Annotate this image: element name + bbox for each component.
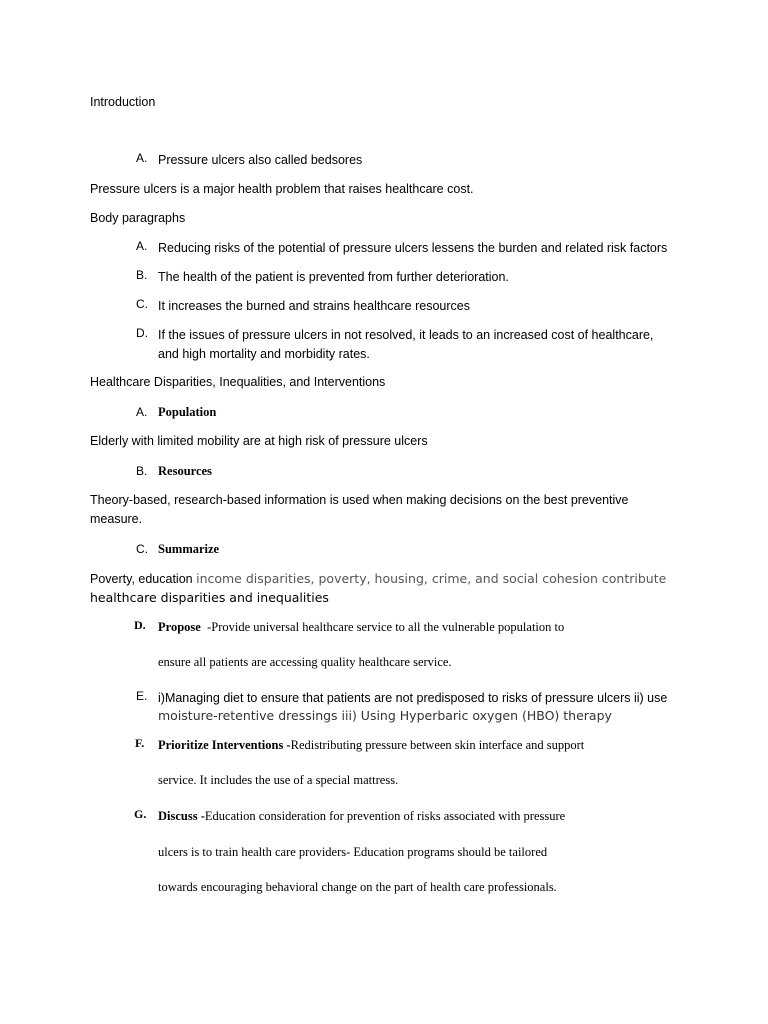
list-item-text: The health of the patient is prevented from further deterioration. (158, 270, 509, 284)
propose-line1 (158, 618, 564, 637)
list-item-text: It increases the burned and strains healthcare resources (158, 299, 470, 313)
list-marker: D. (136, 326, 148, 340)
propose-text: -Provide universal healthcare service to all the vulnerable population to (200, 620, 565, 634)
list-item-text-line2: and high mortality and morbidity rates. (158, 347, 370, 361)
list-marker: C. (136, 542, 148, 556)
prioritize-text: Redistributing pressure between skin interface and support (290, 738, 585, 752)
item-e-line2: moisture-retentive dressings iii) Using Hyperbaric oxygen (HBO) therapy (158, 708, 612, 723)
list-marker: A. (136, 151, 148, 165)
section-title: Population (158, 405, 217, 419)
discuss-line1 (158, 807, 565, 826)
list-marker: B. (136, 268, 148, 282)
propose-line2: ensure all patients are accessing quality healthcare service. (158, 655, 452, 669)
discuss-text: Education consideration for prevention of risks associated with pressure (204, 809, 566, 823)
intro-paragraph: Pressure ulcers is a major health problem that raises healthcare cost. (90, 182, 474, 196)
item-e-line1: i)Managing diet to ensure that patients are not predisposed to risks of pressure ulcers ii) use (158, 691, 668, 705)
body-heading: Body paragraphs (90, 211, 186, 225)
list-item-text: Reducing risks of the potential of pressure ulcers lessens the burden and related risk factors (158, 241, 668, 255)
intro-heading: Introduction (90, 95, 156, 109)
summarize-text-part2: income disparities, poverty, housing, crime, and social cohesion contribute (196, 571, 667, 586)
prioritize-line2: service. It includes the use of a special mattress. (158, 773, 399, 787)
list-marker: C. (136, 297, 148, 311)
discuss-line3: towards encouraging behavioral change on the part of health care professionals. (158, 880, 557, 894)
list-marker: D. (134, 618, 146, 632)
prioritize-line1 (158, 736, 584, 755)
list-marker: G. (134, 807, 147, 821)
disparities-heading: Healthcare Disparities, Inequalities, and Interventions (90, 375, 386, 389)
section-title: Summarize (158, 542, 220, 556)
list-marker: E. (136, 689, 148, 703)
resources-paragraph-line1: Theory-based, research-based information is used when making decisions on the best preventive (90, 493, 629, 507)
section-title: Resources (158, 464, 212, 478)
section-title: Prioritize Interventions - (158, 738, 291, 752)
list-item-text-line1: If the issues of pressure ulcers in not resolved, it leads to an increased cost of healthcare, (158, 328, 654, 342)
discuss-line2: ulcers is to train health care providers- Education programs should be tailored (158, 845, 548, 859)
section-title: Propose (158, 620, 201, 634)
summarize-paragraph-line1 (90, 569, 666, 589)
list-marker: A. (136, 405, 148, 419)
section-title: Discuss - (158, 809, 205, 823)
list-item-text: Pressure ulcers also called bedsores (158, 153, 363, 167)
resources-paragraph-line2: measure. (90, 512, 143, 526)
list-marker: A. (136, 239, 148, 253)
list-marker: B. (136, 464, 148, 478)
summarize-paragraph-line2: healthcare disparities and inequalities (90, 590, 329, 605)
list-marker: F. (135, 736, 145, 750)
summarize-text-part1: Poverty, education (90, 572, 197, 586)
population-paragraph: Elderly with limited mobility are at high risk of pressure ulcers (90, 434, 428, 448)
